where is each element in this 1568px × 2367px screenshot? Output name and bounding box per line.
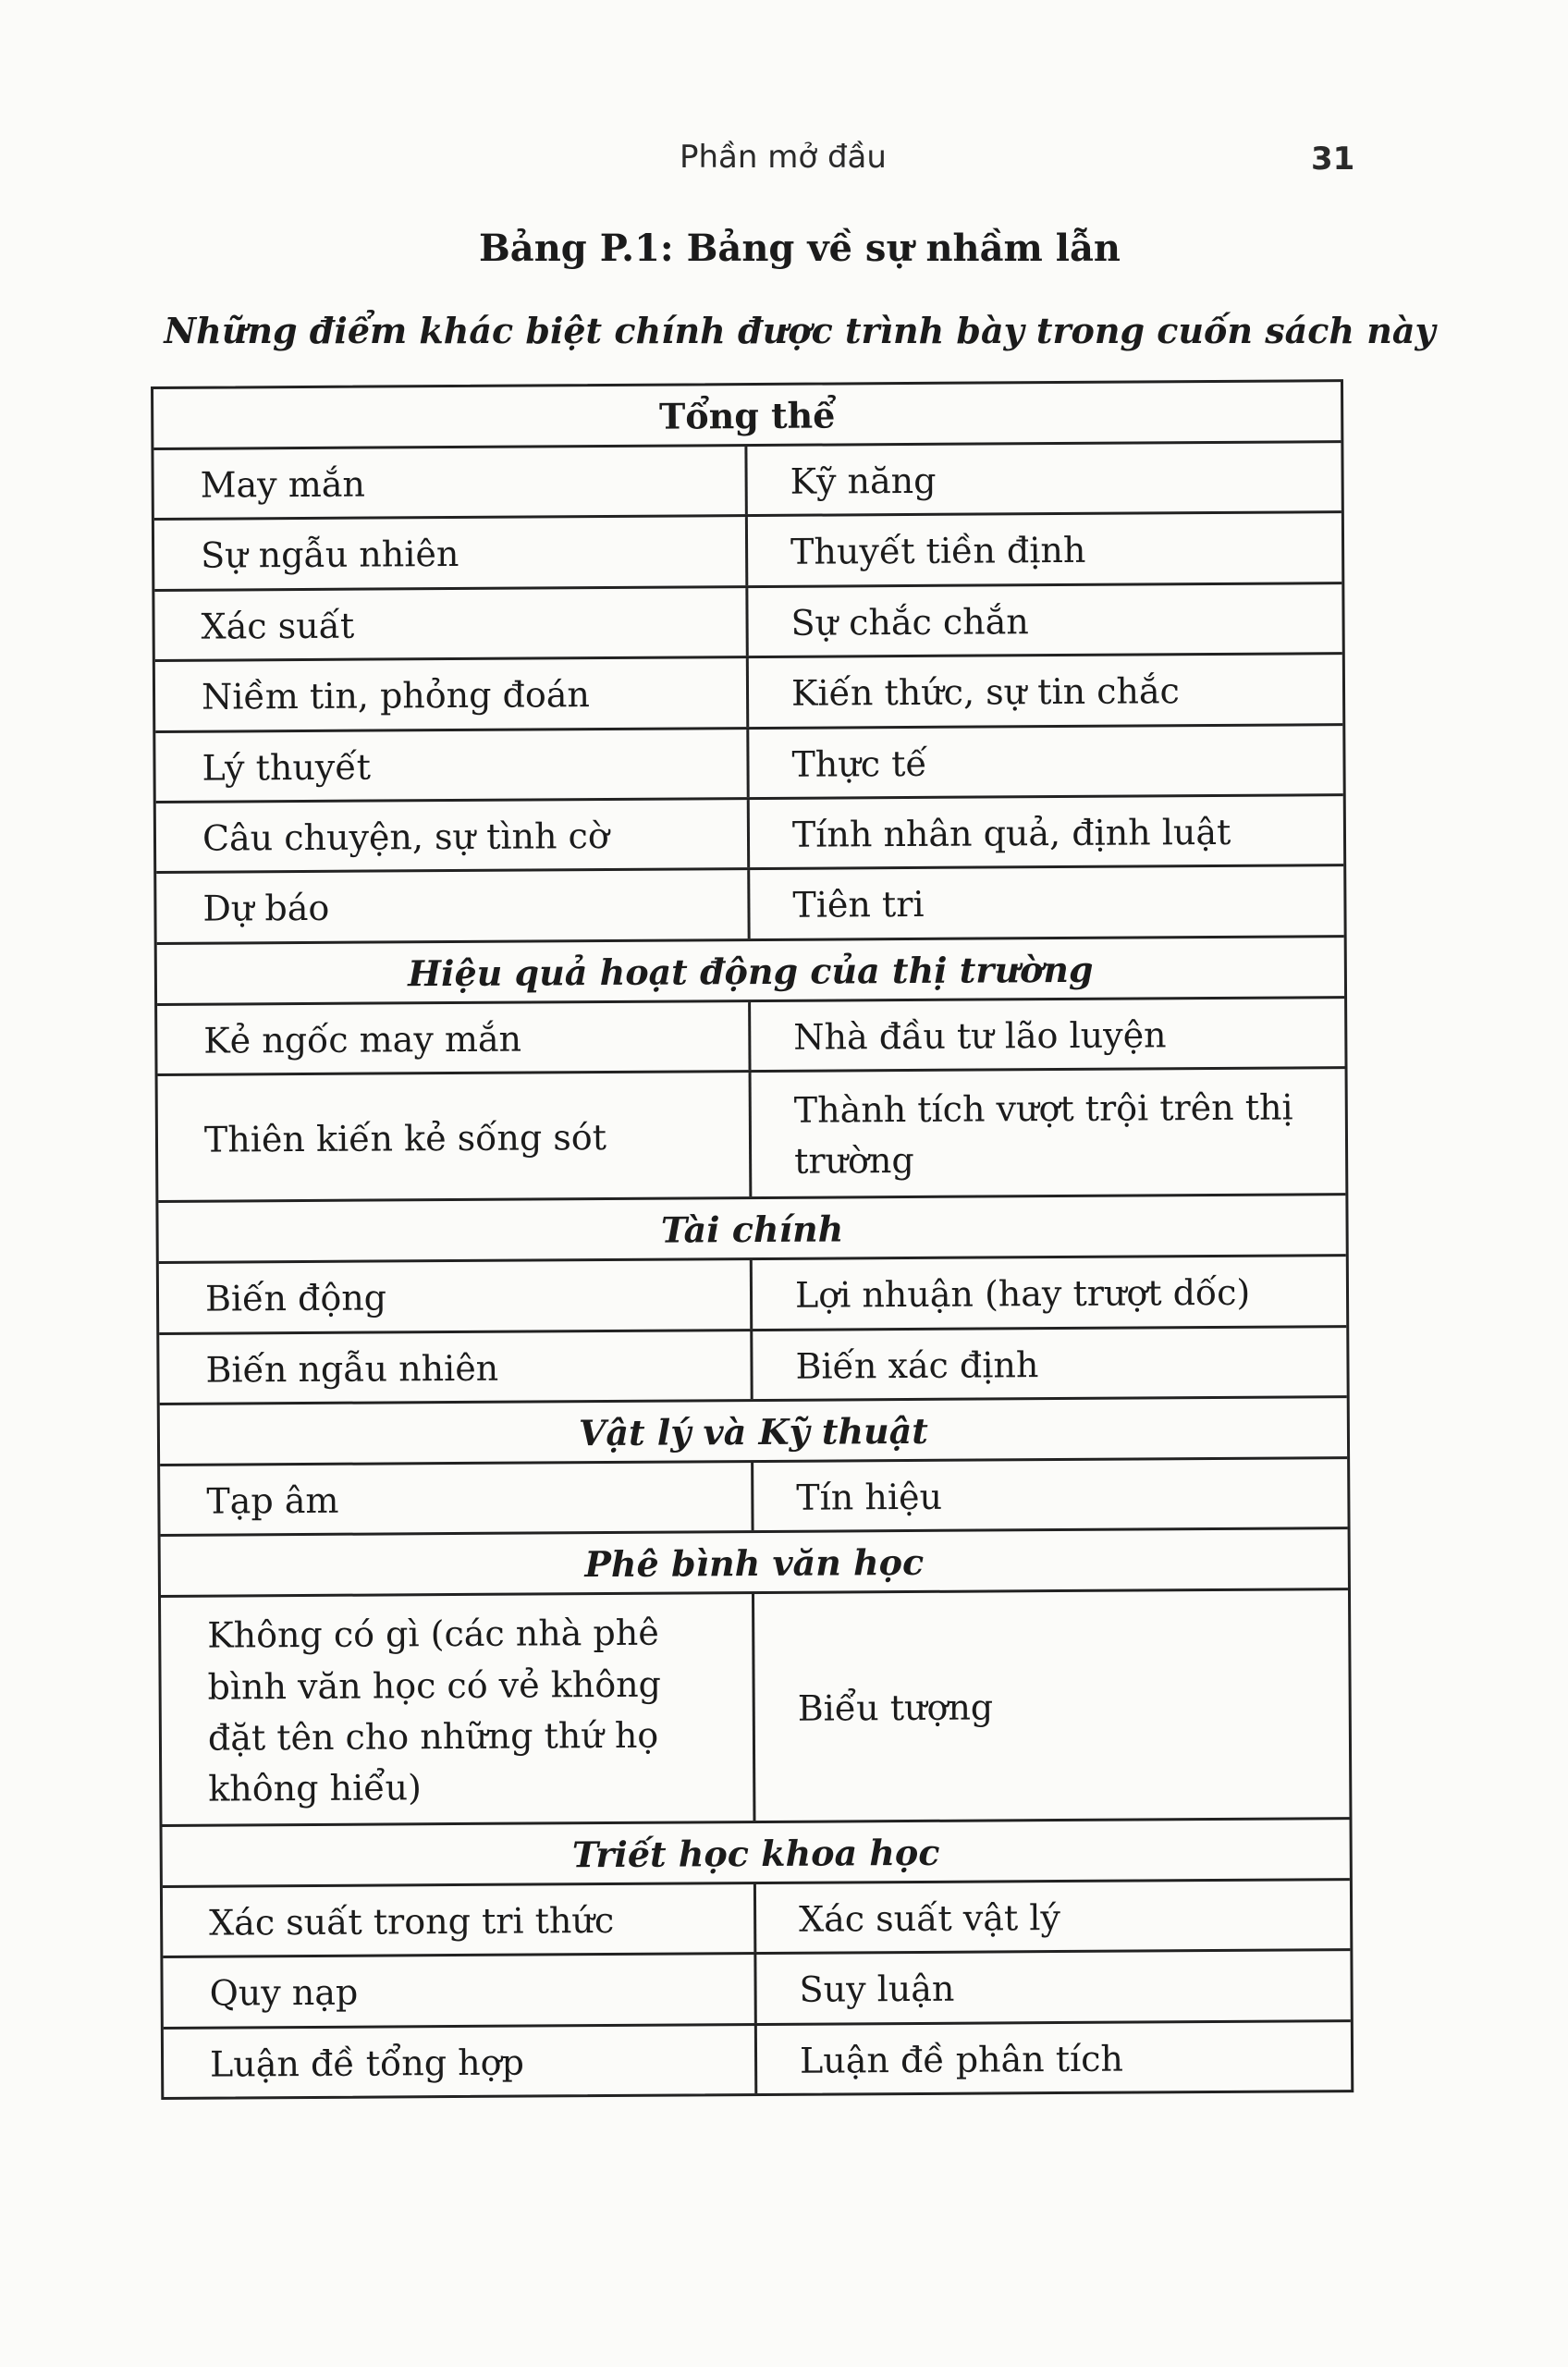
- cell-term-reality: Thuyết tiền định: [790, 530, 1086, 573]
- table-row: [154, 514, 1341, 592]
- cell-term-reality: Sự chắc chắn: [790, 600, 1029, 644]
- cell-term-reality: Xác suất vật lý: [799, 1896, 1061, 1940]
- cell-term-misconception: Niềm tin, phỏng đoán: [155, 658, 749, 730]
- cell-term-reality: Lợi nhuận (hay trượt dốc): [794, 1272, 1251, 1317]
- cell-term-reality: Luận đề phân tích: [799, 2038, 1124, 2081]
- section-heading: Tổng thể: [153, 382, 1341, 450]
- table-row: [163, 1951, 1350, 2029]
- cell-term-reality: Biến xác định: [795, 1343, 1039, 1387]
- page-number: 31: [1311, 141, 1355, 178]
- section-heading: Phê bình văn học: [161, 1530, 1348, 1599]
- cell-term-misconception: Quy nạp: [163, 1955, 756, 2026]
- cell-term-reality: Suy luận: [799, 1968, 955, 2010]
- cell-term-misconception: Dự báo: [156, 870, 750, 941]
- comparison-table: [151, 379, 1354, 2100]
- cell-term-misconception: Xác suất trong tri thức: [163, 1884, 756, 1956]
- table-subtitle: Những điểm khác biệt chính được trình bày trong cuốn sách này: [164, 310, 1436, 351]
- cell-term-misconception: Luận đề tổng hợp: [164, 2026, 757, 2097]
- table-row: [163, 1881, 1350, 1958]
- table-row: [154, 584, 1341, 662]
- table-row: [155, 655, 1342, 732]
- cell-term-reality: Biểu tượng: [797, 1686, 994, 1729]
- cell-term-reality: Nhà đầu tư lão luyện: [793, 1014, 1167, 1058]
- section-heading: Triết học khoa học: [163, 1820, 1350, 1888]
- cell-term-reality: Tiên tri: [792, 884, 925, 926]
- cell-term-reality: Kiến thức, sự tin chắc: [790, 670, 1181, 714]
- table-row: [161, 1591, 1349, 1827]
- table-row: [157, 999, 1344, 1076]
- table-row: [159, 1328, 1346, 1405]
- cell-term-reality: Tính nhân quả, định luật: [791, 811, 1231, 855]
- running-head: Phần mở đầu: [680, 139, 887, 176]
- cell-term-misconception: Câu chuyện, sự tình cờ: [156, 800, 750, 871]
- section-heading: Hiệu quả hoạt động của thị trường: [157, 938, 1344, 1006]
- cell-term-reality: Tín hiệu: [796, 1476, 943, 1518]
- cell-term-misconception: Lý thuyết: [155, 730, 749, 801]
- cell-term-misconception: Biến ngẫu nhiên: [159, 1331, 753, 1403]
- cell-term-misconception: Kẻ ngốc may mắn: [157, 1002, 751, 1073]
- cell-term-misconception: Không có gì (các nhà phê bình văn học có vẻ không đặt tên cho những thứ họ không hiểu): [161, 1595, 755, 1824]
- cell-term-reality: Thực tế: [791, 742, 927, 785]
- cell-term-misconception: May mắn: [153, 447, 747, 518]
- table-row: [158, 1069, 1346, 1203]
- cell-term-reality: Kỹ năng: [790, 460, 937, 502]
- section-heading: Tài chính: [158, 1196, 1345, 1264]
- table-title: Bảng P.1: Bảng về sự nhầm lẫn: [479, 227, 1121, 270]
- table-row: [153, 443, 1341, 521]
- cell-term-reality: Thành tích vượt trội trên thị trường: [793, 1086, 1293, 1182]
- table-row: [160, 1459, 1347, 1537]
- cell-term-misconception: Xác suất: [154, 588, 748, 659]
- table-row: [159, 1257, 1346, 1334]
- section-heading: Vật lý và Kỹ thuật: [160, 1398, 1347, 1466]
- cell-term-misconception: Tạp âm: [160, 1463, 753, 1534]
- cell-term-misconception: Biến động: [159, 1260, 753, 1331]
- table-row: [156, 866, 1343, 944]
- cell-term-misconception: Sự ngẫu nhiên: [154, 517, 748, 588]
- cell-term-misconception: Thiên kiến kẻ sống sót: [158, 1073, 753, 1200]
- table-row: [155, 726, 1342, 803]
- table-row: [164, 2022, 1351, 2097]
- table-row: [156, 796, 1343, 874]
